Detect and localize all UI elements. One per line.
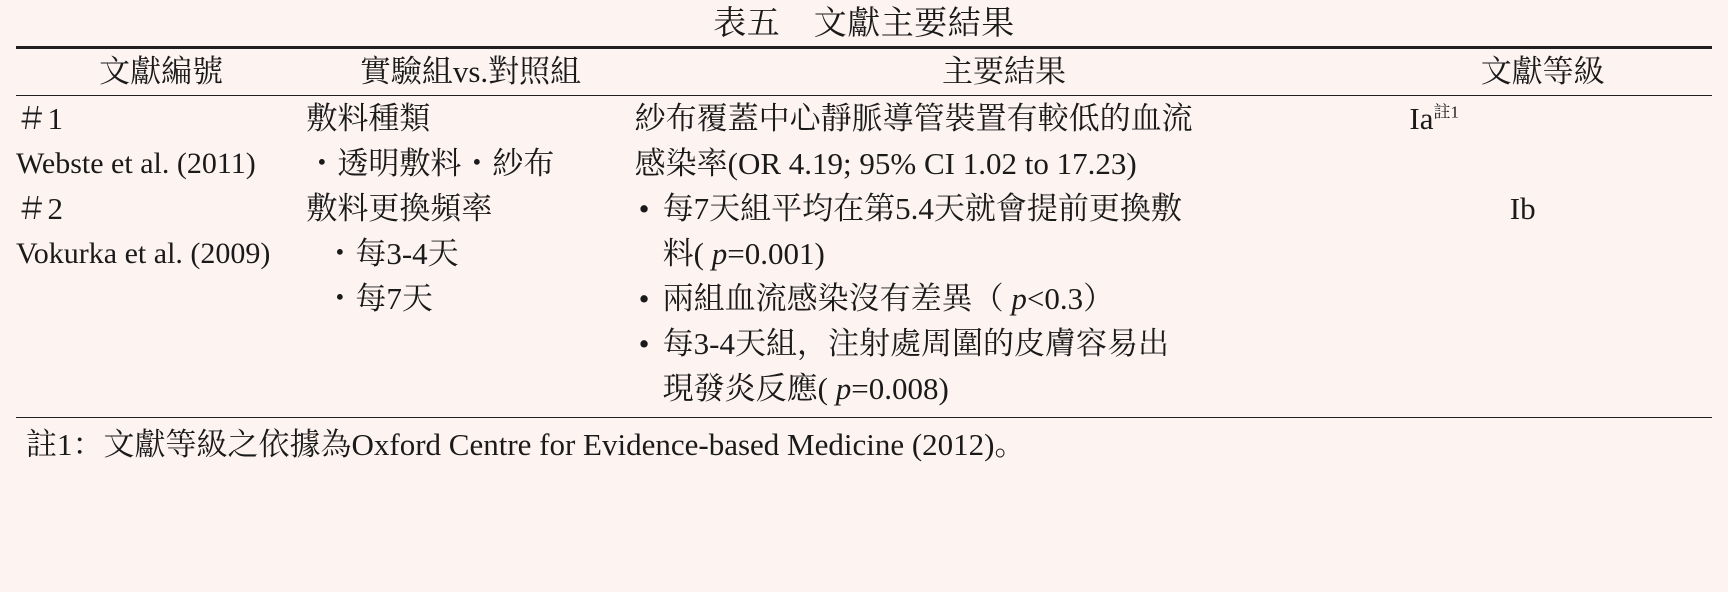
column-header-groups: 實驗組vs.對照組 [306, 48, 634, 96]
result-line: • 每7天組平均在第5.4天就會提前更換敷 [662, 191, 1182, 226]
table-footnote-cell [16, 418, 1712, 469]
groups-heading: 敷料更換頻率 [306, 191, 493, 226]
table-row [16, 96, 1712, 187]
footnote-marker: 註1 [1433, 102, 1459, 122]
cell-evidence-level [1373, 96, 1712, 187]
result-list [635, 186, 1374, 411]
evidence-level-value [1373, 96, 1712, 141]
result-line: 紗布覆蓋中心靜脈導管裝置有較低的血流 [634, 101, 1193, 136]
study-reference: Webste et al. (2011) [16, 147, 256, 180]
groups-items [306, 231, 634, 321]
column-header-id: 文獻編號 [16, 48, 306, 96]
results-table [16, 46, 1712, 468]
result-line: • 兩組血流感染沒有差異（ p<0.3） [662, 281, 1115, 316]
groups-heading: 敷料種類 [306, 101, 431, 136]
cell-study-id [16, 186, 306, 411]
footnote-text: 註1：文獻等級之依據為Oxford Centre for Evidence-based Medicine (2012)。 [26, 427, 1026, 462]
cell-study-id [16, 96, 306, 187]
result-item [635, 186, 1374, 276]
evidence-level-text: Ia [1409, 101, 1434, 136]
table-footnote-row [16, 418, 1712, 469]
cell-evidence-level [1373, 186, 1712, 411]
study-number: ＃1 [16, 101, 64, 136]
result-line: • 每3-4天組，注射處周圍的皮膚容易出 [662, 326, 1169, 361]
table-body [16, 96, 1712, 469]
cell-result [635, 186, 1374, 411]
groups-items: ・透明敷料・紗布 [306, 146, 555, 181]
page-title: 表五 文獻主要結果 [713, 6, 1015, 42]
group-item: ・每3-4天 [324, 236, 459, 271]
table-header [16, 48, 1712, 96]
cell-groups [306, 186, 634, 411]
study-number: ＃2 [16, 191, 64, 226]
group-item: ・每7天 [324, 281, 433, 316]
table-header-row [16, 48, 1712, 96]
cell-groups [306, 96, 634, 187]
result-line: 現發炎反應( p=0.008) [662, 371, 949, 406]
column-header-level: 文獻等級 [1373, 48, 1712, 96]
column-header-result: 主要結果 [635, 48, 1374, 96]
cell-result [635, 96, 1374, 187]
study-reference: Vokurka et al. (2009) [16, 237, 271, 270]
evidence-level-value: Ib [1509, 191, 1536, 226]
result-line: 料( p=0.001) [662, 236, 825, 271]
result-item [635, 276, 1374, 321]
result-line: 感染率(OR 4.19; 95% CI 1.02 to 17.23) [634, 146, 1137, 181]
result-item [635, 321, 1374, 411]
table-row [16, 186, 1712, 411]
